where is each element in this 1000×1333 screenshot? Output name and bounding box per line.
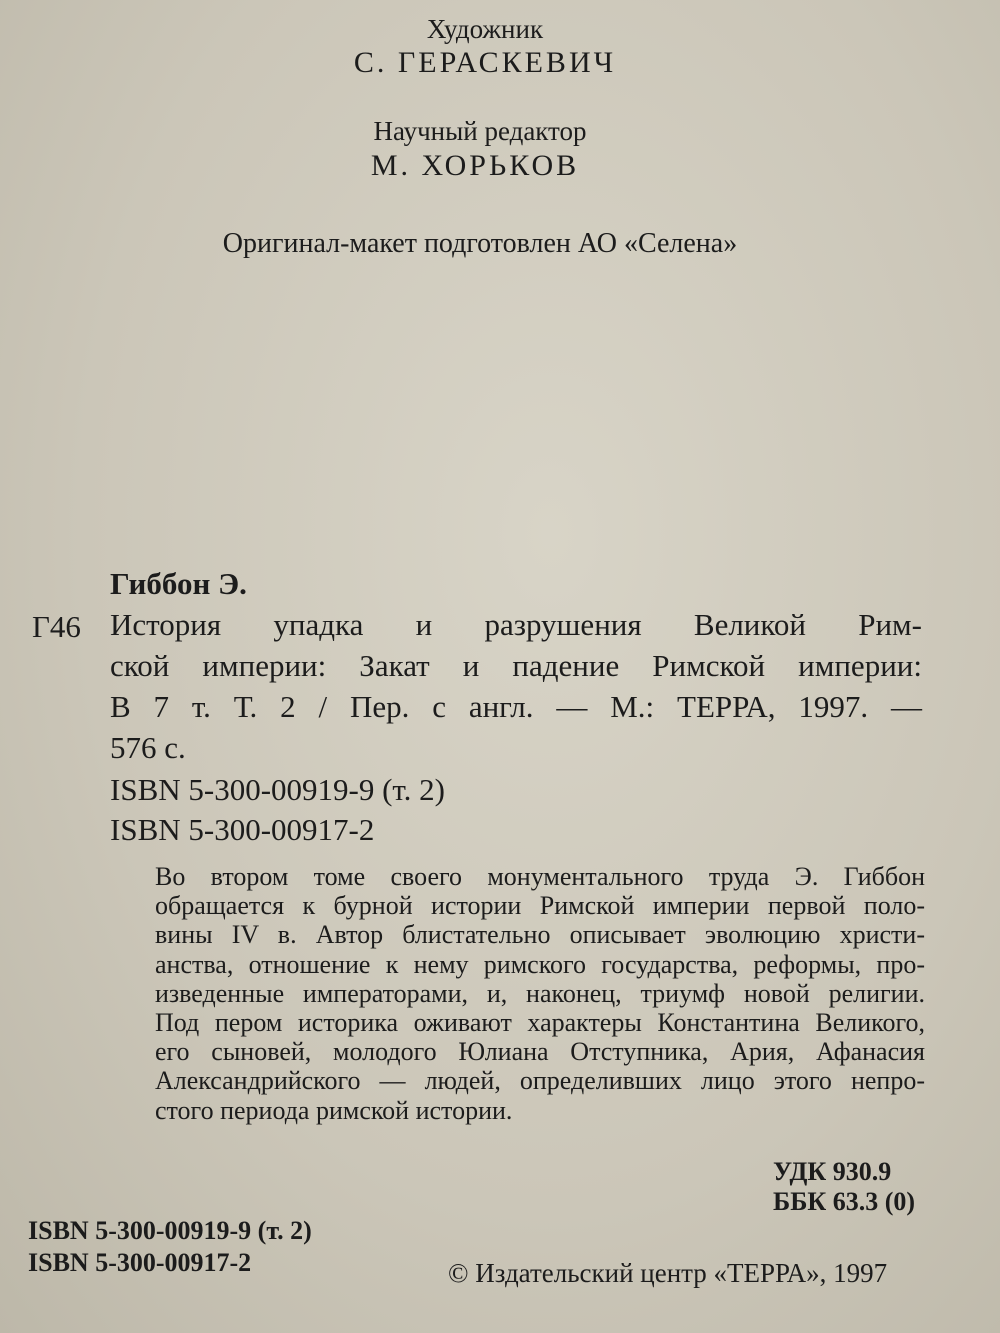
artist-role: Художник — [426, 14, 544, 44]
bib-line: История упадка и разрушения Великой Рим- — [110, 607, 922, 642]
bbk-code: ББК 63.3 (0) — [773, 1187, 916, 1216]
isbn-volume: ISBN 5-300-00919-9 (т. 2) — [110, 772, 445, 807]
footer-isbn-volume: ISBN 5-300-00919-9 (т. 2) — [28, 1216, 312, 1245]
author-heading: Гиббон Э. — [110, 566, 247, 601]
footer-isbn-set: ISBN 5-300-00917-2 — [28, 1248, 252, 1277]
editor-role: Научный редактор — [373, 116, 587, 146]
annotation-line: вины IV в. Автор блистательно описывает эволюцию христи- — [155, 920, 925, 950]
bib-line: В 7 т. Т. 2 / Пер. с англ. — М.: ТЕРРА, 1997. — — [110, 689, 922, 724]
bibliographic-description — [110, 604, 922, 768]
isbn-set: ISBN 5-300-00917-2 — [110, 812, 375, 847]
bib-line: ской империи: Закат и падение Римской империи: — [110, 648, 922, 683]
copyright-line: © Издательский центр «ТЕРРА», 1997 — [448, 1258, 888, 1288]
annotation-line: Во втором томе своего монументального труда Э. Гиббон — [155, 862, 925, 891]
annotation-line: изведенные императорами, и, наконец, триумф новой религии. — [155, 978, 925, 1008]
annotation — [155, 862, 925, 1125]
annotation-line: обращается к бурной истории Римской империи первой поло- — [155, 891, 925, 921]
annotation-line: его сыновей, молодого Юлиана Отступника, Ария, Афанасия — [155, 1037, 925, 1067]
annotation-line: анства, отношение к нему римского государства, реформы, про- — [155, 949, 925, 979]
bib-line: 576 с. — [110, 730, 186, 765]
library-code: Г46 — [32, 609, 81, 644]
udk-code: УДК 930.9 — [773, 1157, 892, 1186]
annotation-line: Под пером историка оживают характеры Константина Великого, — [155, 1008, 925, 1038]
show-through-ghost — [250, 230, 750, 480]
annotation-line: стого периода римской истории. — [155, 1095, 513, 1125]
annotation-line: Александрийского — людей, определивших лицо этого непро- — [155, 1066, 925, 1096]
artist-name: С. ГЕРАСКЕВИЧ — [353, 46, 617, 79]
layout-note: Оригинал-макет подготовлен АО «Селена» — [222, 228, 738, 259]
editor-name: М. ХОРЬКОВ — [370, 149, 580, 182]
